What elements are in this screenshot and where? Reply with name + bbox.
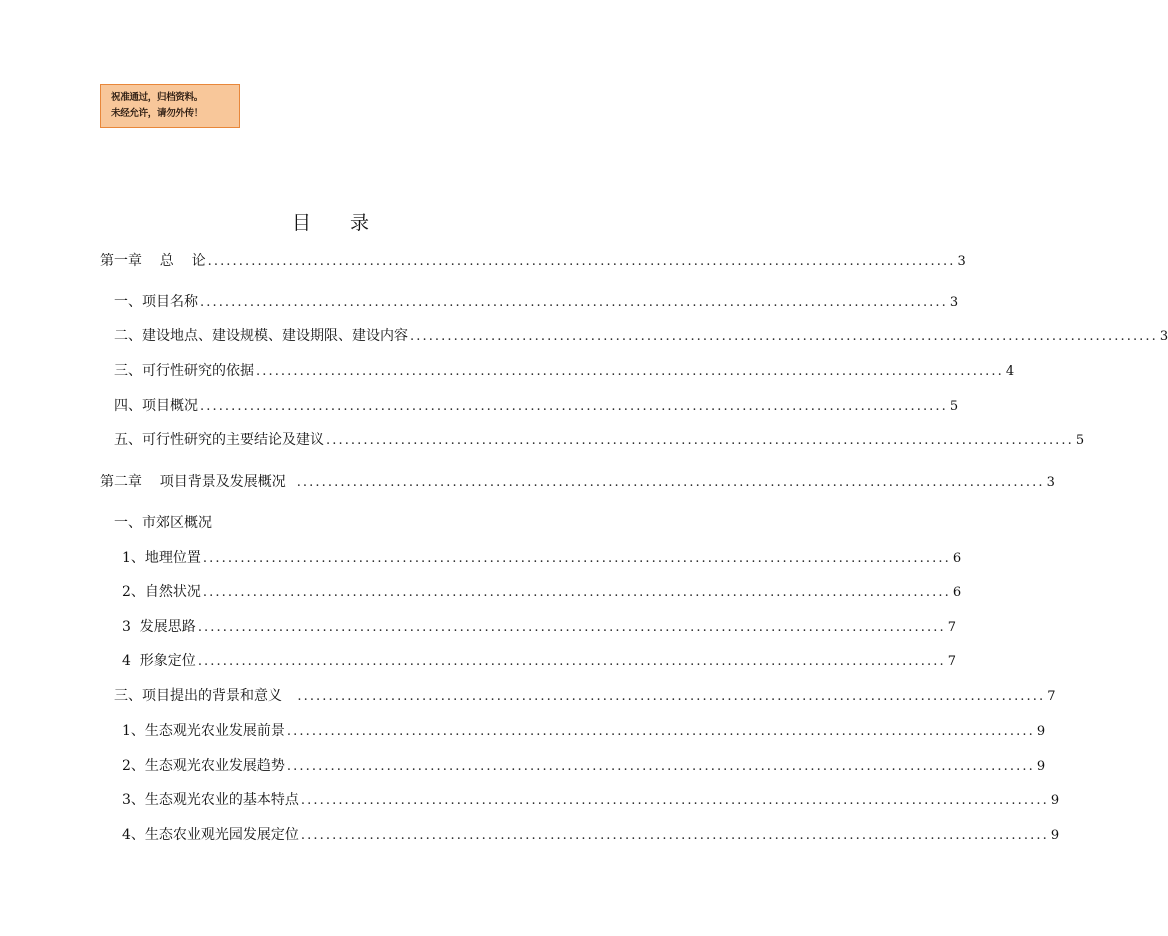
toc-entry[interactable] (122, 756, 1046, 776)
toc-leader-dots: ........................................................................................................................ (200, 295, 948, 310)
toc-entry[interactable] (114, 326, 1168, 346)
toc-entry-label: 五、可行性研究的主要结论及建议 (114, 432, 324, 448)
toc-entry-label: 四、项目概况 (114, 398, 198, 414)
toc-entry-page: 7 (1047, 689, 1056, 704)
toc-entry-label: 2、生态观光农业发展趋势 (122, 758, 285, 774)
toc-leader-dots: ........................................................................................................................ (256, 364, 1004, 379)
toc-leader-dots: ........................................................................................................................ (202, 551, 951, 566)
toc-entry-label: 第二章 项目背景及发展概况 (100, 474, 295, 490)
toc-leader-dots: ........................................................................................................................ (286, 759, 1035, 774)
stamp-line-1: 祝准通过，归档资料。 (111, 92, 204, 103)
toc-entry[interactable] (122, 651, 956, 671)
toc-entry-page: 6 (952, 585, 962, 600)
toc-entry[interactable] (114, 686, 1056, 706)
toc-entry[interactable] (122, 582, 962, 602)
toc-entry-label: 第一章 总 论 (100, 253, 206, 269)
toc-entry-page: 3 (1046, 475, 1055, 490)
toc-leader-dots: ........................................................................................................................ (300, 793, 1049, 808)
toc-leader-dots: ........................................................................................................................ (202, 585, 951, 600)
toc-entry-page: 5 (949, 399, 959, 414)
toc-entry-label: 4 形象定位 (122, 653, 196, 669)
toc-entry-page: 3 (957, 254, 966, 269)
toc-entry-label: 三、项目提出的背景和意义 (114, 688, 296, 704)
toc-entry-label: 2、自然状况 (122, 584, 201, 600)
toc-leader-dots: ........................................................................................................................ (326, 433, 1074, 448)
toc-title-part1: 目 (291, 212, 312, 234)
toc-entry-chapter-1[interactable] (100, 251, 966, 271)
toc-entry[interactable] (114, 361, 1015, 381)
toc-entry-page: 7 (947, 620, 956, 635)
toc-leader-dots: ........................................................................................................................ (297, 689, 1046, 704)
toc-entry-label: 3、生态观光农业的基本特点 (122, 792, 299, 808)
toc-entry-page: 9 (1050, 828, 1060, 843)
toc-leader-dots: ........................................................................................................................ (200, 399, 948, 414)
toc-entry-page: 3 (1159, 329, 1168, 344)
approval-stamp (100, 84, 240, 128)
toc-entry-page: 9 (1036, 759, 1046, 774)
toc-entry-label: 1、生态观光农业发展前景 (122, 723, 285, 739)
toc-entry-page: 9 (1050, 793, 1060, 808)
toc-leader-dots: ........................................................................................................................ (296, 475, 1045, 490)
toc-entry-label: 三、可行性研究的依据 (114, 363, 254, 379)
toc-entry-page: 3 (949, 295, 959, 310)
toc-entry-page: 7 (947, 654, 956, 669)
toc-entry-label: 4、生态农业观光园发展定位 (122, 827, 299, 843)
toc-entry[interactable] (114, 513, 212, 533)
toc-entry[interactable] (122, 790, 1060, 810)
toc-entry[interactable] (114, 292, 959, 312)
toc-leader-dots: ........................................................................................................................ (197, 620, 946, 635)
toc-leader-dots: ........................................................................................................................ (410, 329, 1158, 344)
toc-leader-dots: ........................................................................................................................ (197, 654, 946, 669)
toc-entry-label: 1、地理位置 (122, 550, 201, 566)
toc-entry-page: 6 (952, 551, 962, 566)
toc-entry[interactable] (122, 825, 1060, 845)
toc-entry-label: 一、市郊区概况 (114, 515, 212, 531)
toc-leader-dots: ........................................................................................................................ (300, 828, 1049, 843)
stamp-line-2: 未经允许，请勿外传！ (111, 108, 204, 119)
toc-entry-label: 一、项目名称 (114, 294, 198, 310)
toc-entry-label: 二、建设地点、建设规模、建设期限、建设内容 (114, 328, 408, 344)
toc-entry-label: 3 发展思路 (122, 619, 196, 635)
toc-entry-chapter-2[interactable] (100, 472, 1055, 492)
toc-leader-dots: ........................................................................................................................ (286, 724, 1035, 739)
toc-entry[interactable] (122, 617, 956, 637)
toc-title (0, 208, 662, 235)
toc-entry[interactable] (114, 430, 1085, 450)
toc-title-part2: 录 (350, 212, 371, 234)
toc-entry-page: 4 (1005, 364, 1015, 379)
toc-leader-dots: ........................................................................................................................ (207, 254, 956, 269)
toc-entry-page: 5 (1075, 433, 1085, 448)
toc-entry[interactable] (122, 721, 1046, 741)
toc-entry-page: 9 (1036, 724, 1046, 739)
toc-entry[interactable] (122, 548, 962, 568)
toc-entry[interactable] (114, 396, 959, 416)
